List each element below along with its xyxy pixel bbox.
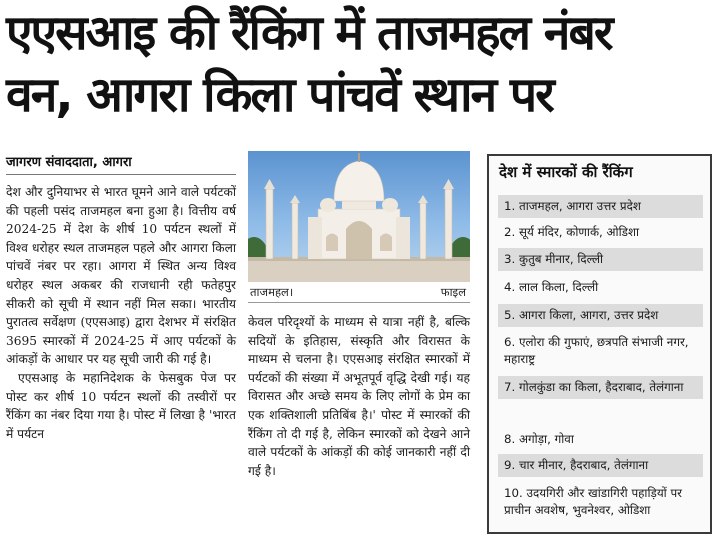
article-column-2 [248, 313, 470, 480]
caption-divider [248, 302, 470, 303]
ranking-item-7: 7. गोलकुंडा का किला, हैदराबाद, तेलंगाना [498, 376, 703, 399]
headline-line-1: एएसआइ की रैंकिंग में ताजमहल नंबर [6, 5, 612, 61]
article-column-1 [6, 183, 236, 443]
photo-caption-text: ताजमहल। [250, 285, 294, 299]
ranking-item-9: 9. चार मीनार, हैदराबाद, तेलंगाना [498, 454, 703, 477]
photo-caption [248, 283, 470, 301]
ranking-item-4: 4. लाल किला, दिल्ली [504, 280, 599, 294]
ranking-item-2: 2. सूर्य मंदिर, कोणार्क, ओडिशा [504, 225, 640, 239]
ranking-item-1: 1. ताजमहल, आगरा उत्तर प्रदेश [498, 195, 703, 218]
article-paragraph-3: केवल परिदृश्यों के माध्यम से यात्रा नहीं है, बल्कि सदियों के इतिहास, संस्कृति और विरासत के माध्यम से चलना है। एएसआइ संरक्षित स्मारकों में पर्यटकों की संख्या में अभूतपूर्व वृद्धि देखी गई। यह विरासत और अच्छे समय के लिए लोगों के प्रेम का एक शक्तिशाली प्रतिबिंब है।' पोस्ट में स्मारकों की रैंकिंग तो दी गई है, लेकिन स्मारकों को देखने आने वाले पर्यटकों के आंकड़ों की कोई जानकारी नहीं दी गई है। [248, 315, 470, 478]
ranking-item-3: 3. कुतुब मीनार, दिल्ली [498, 248, 703, 271]
taj-mahal-photo [248, 151, 470, 282]
taj-mahal-illustration [248, 151, 470, 282]
ranking-item-5: 5. आगरा किला, आगरा, उत्तर प्रदेश [498, 304, 703, 327]
photo-credit: फाइल [440, 285, 466, 299]
ranking-item-6: 6. एलोरा की गुफाएं, छत्रपति संभाजी नगर, महाराष्ट्र [504, 335, 689, 366]
article-paragraph-1: देश और दुनियाभर से भारत घूमने आने वाले पर्यटकों की पहली पसंद ताजमहल बना हुआ है। वित्तीय वर्ष 2024-25 में देश के शीर्ष 10 पर्यटन स्थलों में विश्व धरोहर स्थल ताजमहल पहले और आगरा किला पांचवें नंबर पर रहा। आगरा में स्थित अन्य विश्व धरोहर स्थल अकबर की राजधानी रही फतेहपुर सीकरी को सूची में स्थान नहीं मिल सका। भारतीय पुरातत्व सर्वेक्षण (एएसआइ) द्वारा देशभर में संरक्षित 3695 स्मारकों में 2024-25 में आए पर्यटकों के आंकड़ों के आधार पर यह सूची जारी की गई है। [6, 185, 236, 367]
ranking-title: देश में स्मारकों की रैंकिंग [499, 163, 633, 181]
article-paragraph-2: एएसआइ के महानिदेशक के फेसबुक पेज पर पोस्ट कर शीर्ष 10 पर्यटन स्थलों की तस्वीरों पर रैंकिंग का नंबर दिया गया है। पोस्ट में लिखा है 'भारत में पर्यटन [6, 370, 236, 441]
ranking-box [487, 154, 712, 534]
headline-line-2: वन, आगरा किला पांचवें स्थान पर [6, 67, 553, 123]
ranking-item-10: 10. उदयगिरी और खांडागिरी पहाड़ियों पर प्राचीन अवशेष, भुवनेश्वर, ओडिशा [504, 486, 683, 517]
headline [6, 2, 718, 126]
ranking-item-8: 8. अगोड़ा, गोवा [504, 432, 574, 446]
byline: जागरण संवाददाता, आगरा [6, 152, 236, 175]
